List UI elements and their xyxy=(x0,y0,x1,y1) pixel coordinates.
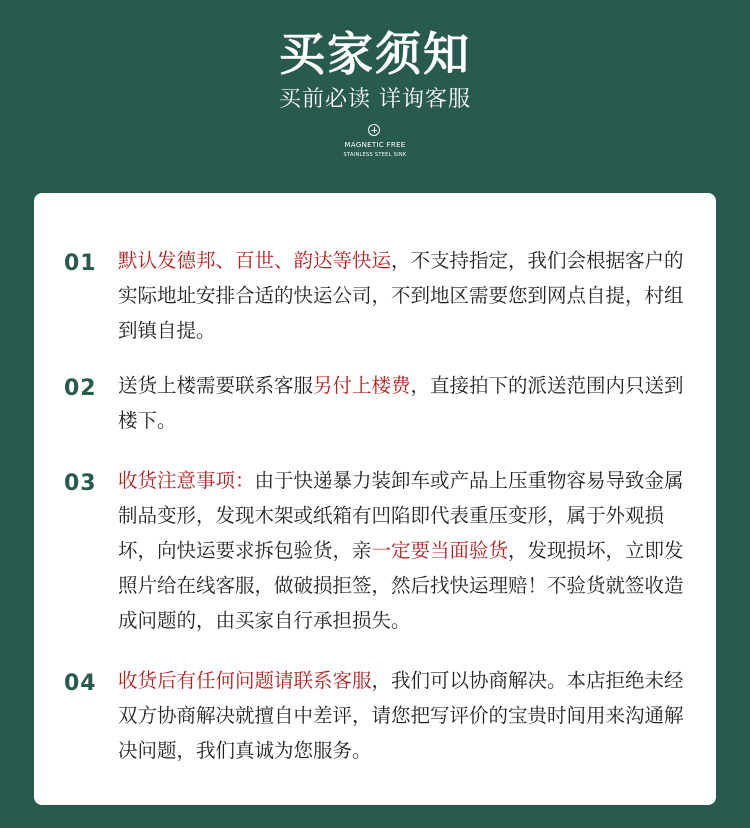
notice-number: 02 xyxy=(64,376,97,401)
notice-highlight-secondary: 一定要当面验货 xyxy=(371,539,509,562)
notice-text xyxy=(118,663,698,768)
page-header xyxy=(0,0,750,192)
notice-card xyxy=(34,193,716,805)
notice-body: ，直接拍下的派送范围内只送到楼下。 xyxy=(118,374,684,432)
notice-body: ，我们可以协商解决。本店拒绝未经双方协商解决就擅自中差评，请您把写评价的宝贵时间用来沟通解决问题，我们真诚为您服务。 xyxy=(118,669,684,762)
notice-highlight: 收货注意事项： xyxy=(118,469,255,492)
notice-body: ，不支持指定，我们会根据客户的实际地址安排合适的快运公司，不到地区需要您到网点自提，村组到镇自提。 xyxy=(118,249,684,342)
page-title: 买家须知 xyxy=(279,27,471,81)
page-subtitle: 买前必读 详询客服 xyxy=(279,87,471,112)
badge-text-primary: MAGNETIC FREE xyxy=(344,141,406,149)
notice-body: 由于快递暴力装卸车或产品上压重物容易导致金属制品变形，发现木架或纸箱有凹陷即代表重压变形，属于外观损坏，向快运要求拆包验货，亲 xyxy=(118,469,684,562)
notice-number: 03 xyxy=(64,471,97,496)
notice-number: 04 xyxy=(64,671,97,696)
badge-text-secondary: STAINLESS STEEL SINK xyxy=(343,152,407,158)
notice-body-lead: 送货上楼需要联系客服 xyxy=(118,374,314,397)
notice-highlight: 默认发德邦、百世、韵达等快运 xyxy=(118,249,392,272)
notice-number: 01 xyxy=(64,251,97,276)
plus-circle-icon xyxy=(368,124,380,136)
notice-highlight: 收货后有任何问题请联系客服 xyxy=(118,669,372,692)
notice-text xyxy=(118,463,698,638)
notice-text xyxy=(118,368,698,438)
notice-body-tail: ，发现损坏，立即发照片给在线客服，做破损拒签，然后找快运理赔！不验货就签收造成问题的，由买家自行承担损失。 xyxy=(118,539,684,632)
notice-highlight: 另付上楼费 xyxy=(313,374,411,397)
notice-text xyxy=(118,243,698,348)
